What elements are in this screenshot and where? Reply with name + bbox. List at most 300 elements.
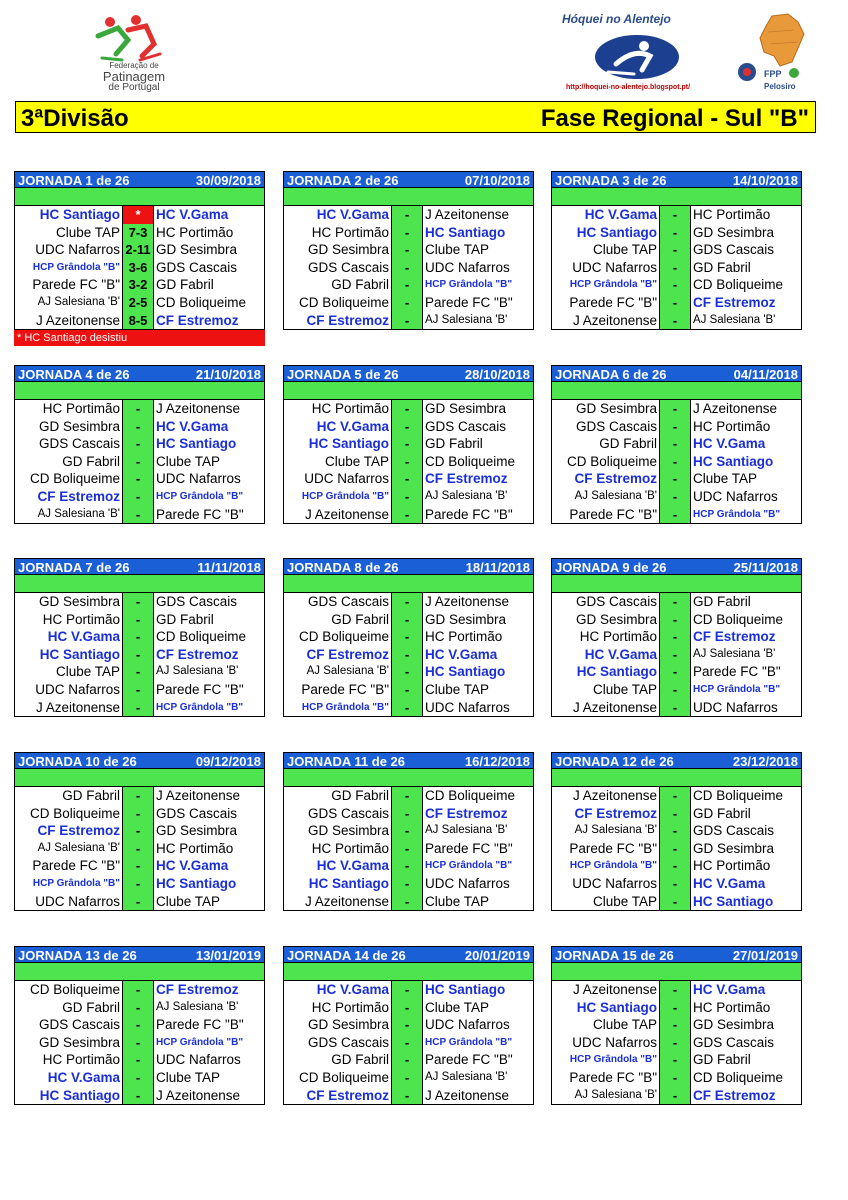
- match-row: [15, 435, 264, 453]
- match-score: -: [392, 646, 423, 664]
- away-team: CF Estremoz: [156, 982, 239, 997]
- home-team: AJ Salesiana 'B': [552, 822, 660, 840]
- home-team: CF Estremoz: [284, 1087, 392, 1105]
- away-team: GD Fabril: [693, 1052, 751, 1068]
- match-list: [551, 205, 802, 330]
- match-row: [552, 857, 801, 875]
- home-team: UDC Nafarros: [284, 470, 392, 488]
- home-team: UDC Nafarros: [15, 241, 123, 259]
- jornada-header: [14, 946, 265, 963]
- match-score: -: [392, 400, 423, 418]
- home-team: GD Sesimbra: [284, 822, 392, 840]
- home-team: HC Santiago: [552, 999, 660, 1017]
- away-team: UDC Nafarros: [425, 875, 510, 891]
- jornada-block: [283, 558, 534, 717]
- match-row: [552, 400, 801, 418]
- match-list: [551, 980, 802, 1105]
- away-team: UDC Nafarros: [693, 699, 778, 715]
- match-score: -: [392, 453, 423, 471]
- match-score: -: [660, 628, 691, 646]
- away-team: GD Sesimbra: [693, 224, 775, 240]
- match-row: [284, 206, 533, 224]
- jornada-block: [14, 365, 265, 524]
- match-row: [15, 312, 264, 330]
- match-score: -: [660, 294, 691, 312]
- away-team: Clube TAP: [156, 453, 221, 469]
- match-row: [552, 294, 801, 312]
- away-team: CF Estremoz: [693, 294, 776, 310]
- jornada-date: 07/10/2018: [464, 173, 530, 188]
- match-score: -: [392, 893, 423, 911]
- home-team: GDS Cascais: [284, 259, 392, 277]
- home-team: CF Estremoz: [552, 805, 660, 823]
- home-team: HCP Grândola "B": [552, 1051, 660, 1069]
- away-team: CD Boliqueime: [693, 611, 784, 627]
- away-team: HC Santiago: [156, 436, 237, 452]
- match-score: 3-6: [123, 259, 154, 277]
- home-team: AJ Salesiana 'B': [552, 1087, 660, 1105]
- away-team: CF Estremoz: [156, 312, 239, 328]
- match-score: -: [123, 1069, 154, 1087]
- away-team: GD Sesimbra: [425, 401, 507, 416]
- home-team: GDS Cascais: [552, 593, 660, 611]
- away-team: HCP Grândola "B": [425, 1036, 513, 1048]
- match-row: [15, 822, 264, 840]
- match-list: [551, 786, 802, 911]
- jornada-name: JORNADA 8 de 26: [287, 560, 399, 575]
- match-row: [284, 312, 533, 330]
- match-row: [284, 893, 533, 911]
- home-team: HC Santiago: [15, 206, 123, 224]
- jornada-header: [551, 365, 802, 382]
- away-team: AJ Salesiana 'B': [693, 647, 776, 660]
- away-team: HC V.Gama: [156, 418, 229, 434]
- jornada-spacer-bar: [14, 188, 265, 205]
- away-team: Parede FC "B": [425, 294, 513, 310]
- home-team: Parede FC "B": [15, 857, 123, 875]
- match-score: -: [660, 276, 691, 294]
- match-row: [284, 999, 533, 1017]
- away-team: HC V.Gama: [693, 982, 766, 997]
- home-team: UDC Nafarros: [15, 893, 123, 911]
- away-team: GDS Cascais: [425, 418, 507, 434]
- jornada-block: [551, 752, 802, 911]
- jornada-header: [551, 558, 802, 575]
- hna-url: http://hoquei-no-alentejo.blogspot.pt/: [566, 84, 691, 91]
- home-team: HC Santiago: [284, 435, 392, 453]
- home-team: HC V.Gama: [15, 628, 123, 646]
- match-score: -: [123, 787, 154, 805]
- away-team: GD Sesimbra: [425, 611, 507, 627]
- jornada-spacer-bar: [551, 769, 802, 786]
- match-score: -: [392, 875, 423, 893]
- away-team: HCP Grândola "B": [156, 701, 244, 713]
- jornada-header: [551, 171, 802, 188]
- away-team: CF Estremoz: [425, 805, 508, 821]
- away-team: AJ Salesiana 'B': [156, 665, 239, 678]
- home-team: GD Sesimbra: [15, 1034, 123, 1052]
- match-score: -: [660, 681, 691, 699]
- match-list: [14, 205, 265, 330]
- match-row: [15, 805, 264, 823]
- away-team: Parede FC "B": [156, 506, 244, 522]
- match-row: [284, 699, 533, 717]
- match-row: [15, 506, 264, 524]
- match-row: [15, 1034, 264, 1052]
- home-team: Parede FC "B": [552, 840, 660, 858]
- away-team: CD Boliqueime: [693, 788, 784, 803]
- jornada-header: [551, 752, 802, 769]
- away-team: AJ Salesiana 'B': [425, 313, 508, 326]
- match-score: -: [392, 470, 423, 488]
- away-team: GD Fabril: [425, 436, 483, 452]
- match-row: [15, 241, 264, 259]
- match-list: [551, 399, 802, 524]
- match-row: [552, 805, 801, 823]
- home-team: GD Fabril: [15, 999, 123, 1017]
- match-list: [551, 592, 802, 717]
- match-row: [284, 276, 533, 294]
- association-badge-icon: [736, 62, 758, 82]
- home-team: GDS Cascais: [284, 1034, 392, 1052]
- match-list: [14, 592, 265, 717]
- match-score: -: [392, 276, 423, 294]
- jornada-date: 09/12/2018: [195, 754, 261, 769]
- away-team: UDC Nafarros: [425, 1017, 510, 1033]
- home-team: J Azeitonense: [552, 787, 660, 805]
- home-team: GD Sesimbra: [284, 241, 392, 259]
- home-team: GD Fabril: [15, 453, 123, 471]
- away-team: Parede FC "B": [693, 664, 781, 680]
- match-score: -: [392, 259, 423, 277]
- match-score: -: [123, 699, 154, 717]
- match-row: [284, 1016, 533, 1034]
- match-row: [552, 663, 801, 681]
- match-score: -: [660, 1087, 691, 1105]
- home-team: GD Fabril: [284, 787, 392, 805]
- away-team: GDS Cascais: [156, 805, 238, 821]
- away-team: CD Boliqueime: [693, 277, 784, 293]
- match-list: [14, 786, 265, 911]
- away-team: Clube TAP: [156, 1069, 221, 1085]
- jornada-block: [14, 171, 265, 330]
- home-team: J Azeitonense: [284, 506, 392, 524]
- jornada-spacer-bar: [14, 963, 265, 980]
- match-row: [552, 1016, 801, 1034]
- match-score: -: [660, 488, 691, 506]
- away-team: GDS Cascais: [156, 259, 238, 275]
- match-score: -: [392, 699, 423, 717]
- home-team: CD Boliqueime: [284, 1069, 392, 1087]
- home-team: AJ Salesiana 'B': [15, 840, 123, 858]
- away-team: GD Fabril: [156, 611, 214, 627]
- home-team: AJ Salesiana 'B': [552, 488, 660, 506]
- match-row: [284, 663, 533, 681]
- away-team: GD Fabril: [693, 805, 751, 821]
- match-row: [15, 1087, 264, 1105]
- home-team: Parede FC "B": [552, 506, 660, 524]
- match-row: [15, 857, 264, 875]
- match-row: [15, 294, 264, 312]
- match-list: [283, 205, 534, 330]
- match-row: [284, 488, 533, 506]
- home-team: CD Boliqueime: [552, 453, 660, 471]
- home-team: J Azeitonense: [284, 893, 392, 911]
- jornada-date: 21/10/2018: [195, 367, 261, 382]
- match-row: [552, 206, 801, 224]
- away-team: GD Fabril: [693, 594, 751, 609]
- match-score: -: [660, 453, 691, 471]
- match-row: [284, 435, 533, 453]
- match-row: [284, 787, 533, 805]
- home-team: GD Fabril: [284, 611, 392, 629]
- home-team: HC Portimão: [284, 224, 392, 242]
- match-row: [284, 805, 533, 823]
- away-team: Parede FC "B": [156, 1017, 244, 1033]
- home-team: GDS Cascais: [15, 435, 123, 453]
- jornada-name: JORNADA 1 de 26: [18, 173, 130, 188]
- jornada-spacer-bar: [283, 769, 534, 786]
- jornada-spacer-bar: [551, 575, 802, 592]
- match-row: [552, 435, 801, 453]
- match-row: [15, 787, 264, 805]
- match-score: -: [123, 981, 154, 999]
- home-team: CF Estremoz: [284, 646, 392, 664]
- match-score: -: [660, 805, 691, 823]
- home-team: CD Boliqueime: [284, 628, 392, 646]
- match-list: [283, 399, 534, 524]
- jornada-spacer-bar: [14, 382, 265, 399]
- jornada-spacer-bar: [283, 382, 534, 399]
- home-team: UDC Nafarros: [552, 1034, 660, 1052]
- match-row: [552, 224, 801, 242]
- match-row: [552, 787, 801, 805]
- match-score: -: [123, 681, 154, 699]
- match-row: [15, 224, 264, 242]
- match-row: [552, 453, 801, 471]
- away-team: J Azeitonense: [425, 594, 510, 609]
- away-team: CD Boliqueime: [425, 788, 516, 803]
- match-row: [15, 646, 264, 664]
- match-score: -: [392, 981, 423, 999]
- match-row: [15, 681, 264, 699]
- match-row: [15, 840, 264, 858]
- home-team: GDS Cascais: [284, 805, 392, 823]
- away-team: GD Sesimbra: [156, 823, 238, 839]
- home-team: Clube TAP: [15, 224, 123, 242]
- home-team: HCP Grândola "B": [552, 276, 660, 294]
- home-team: HC V.Gama: [284, 206, 392, 224]
- away-team: J Azeitonense: [156, 401, 241, 416]
- home-team: UDC Nafarros: [15, 681, 123, 699]
- match-row: [552, 840, 801, 858]
- match-score: -: [123, 1034, 154, 1052]
- jornada-date: 30/09/2018: [195, 173, 261, 188]
- match-row: [552, 1051, 801, 1069]
- jornada-date: 13/01/2019: [195, 948, 261, 963]
- away-team: HC Portimão: [693, 418, 771, 434]
- match-row: [552, 241, 801, 259]
- home-team: UDC Nafarros: [552, 875, 660, 893]
- away-team: HCP Grândola "B": [425, 860, 513, 872]
- phase-title: Fase Regional - Sul "B": [540, 105, 809, 132]
- match-score: -: [660, 241, 691, 259]
- match-row: [15, 981, 264, 999]
- jornada-spacer-bar: [283, 188, 534, 205]
- away-team: HC V.Gama: [693, 875, 766, 891]
- match-score: -: [123, 646, 154, 664]
- home-team: HCP Grândola "B": [15, 875, 123, 893]
- home-team: GD Sesimbra: [15, 418, 123, 436]
- fpp-text-line1: Federação de: [109, 61, 159, 70]
- match-score: 3-2: [123, 276, 154, 294]
- home-team: J Azeitonense: [15, 312, 123, 330]
- jornada-header: [14, 558, 265, 575]
- away-team: CD Boliqueime: [693, 1069, 784, 1085]
- home-team: GD Sesimbra: [552, 400, 660, 418]
- match-score: -: [123, 418, 154, 436]
- match-row: [284, 1051, 533, 1069]
- match-score: -: [660, 435, 691, 453]
- jornada-date: 14/10/2018: [732, 173, 798, 188]
- home-team: CF Estremoz: [284, 312, 392, 330]
- jornada-block: [551, 558, 802, 717]
- home-team: J Azeitonense: [15, 699, 123, 717]
- match-score: -: [660, 593, 691, 611]
- match-score: -: [660, 787, 691, 805]
- away-team: GD Fabril: [156, 277, 214, 293]
- match-score: -: [123, 999, 154, 1017]
- jornada-name: JORNADA 7 de 26: [18, 560, 130, 575]
- match-score: -: [660, 893, 691, 911]
- away-team: UDC Nafarros: [425, 259, 510, 275]
- match-score: -: [392, 822, 423, 840]
- match-row: [284, 875, 533, 893]
- fpp-text-line3: de Portugal: [108, 82, 160, 93]
- match-row: [552, 259, 801, 277]
- match-score: -: [392, 787, 423, 805]
- away-team: Parede FC "B": [156, 681, 244, 697]
- jornada-block: [14, 946, 265, 1105]
- home-team: CD Boliqueime: [15, 805, 123, 823]
- away-team: CD Boliqueime: [425, 453, 516, 469]
- division-title: 3ªDivisão: [21, 105, 129, 132]
- match-score: -: [660, 822, 691, 840]
- jornada-header: [283, 171, 534, 188]
- jornada-header: [283, 946, 534, 963]
- match-row: [284, 840, 533, 858]
- match-row: [284, 506, 533, 524]
- away-team: CF Estremoz: [156, 646, 239, 662]
- match-row: [15, 699, 264, 717]
- fpp-logo: [74, 14, 184, 96]
- home-team: HCP Grândola "B": [15, 259, 123, 277]
- match-row: [15, 1069, 264, 1087]
- away-team: GD Sesimbra: [693, 1017, 775, 1033]
- match-row: [15, 488, 264, 506]
- match-score: *: [123, 206, 154, 224]
- match-score: -: [660, 663, 691, 681]
- jornada-header: [283, 752, 534, 769]
- hna-title: Hóquei no Alentejo: [562, 12, 671, 26]
- away-team: HC Portimão: [693, 207, 771, 222]
- jornada-name: JORNADA 2 de 26: [287, 173, 399, 188]
- match-row: [552, 699, 801, 717]
- match-row: [284, 681, 533, 699]
- home-team: Parede FC "B": [284, 681, 392, 699]
- jornada-date: 20/01/2019: [464, 948, 530, 963]
- away-team: CF Estremoz: [425, 471, 508, 487]
- jornada-name: JORNADA 12 de 26: [555, 754, 674, 769]
- home-team: HC Santiago: [15, 1087, 123, 1105]
- jornada-header: [283, 365, 534, 382]
- match-score: -: [123, 400, 154, 418]
- home-team: CF Estremoz: [15, 488, 123, 506]
- away-team: Parede FC "B": [425, 840, 513, 856]
- match-row: [284, 453, 533, 471]
- home-team: HC Portimão: [15, 400, 123, 418]
- home-team: HC V.Gama: [284, 418, 392, 436]
- away-team: HCP Grândola "B": [425, 279, 513, 291]
- home-team: J Azeitonense: [552, 981, 660, 999]
- match-score: -: [392, 999, 423, 1017]
- match-score: -: [392, 593, 423, 611]
- match-row: [552, 593, 801, 611]
- jornada-name: JORNADA 6 de 26: [555, 367, 667, 382]
- match-row: [15, 1016, 264, 1034]
- home-team: J Azeitonense: [552, 312, 660, 330]
- jornada-block: [283, 365, 534, 524]
- match-score: -: [660, 224, 691, 242]
- match-score: -: [392, 628, 423, 646]
- away-team: AJ Salesiana 'B': [425, 489, 508, 502]
- match-score: -: [392, 1087, 423, 1105]
- home-team: HCP Grândola "B": [552, 857, 660, 875]
- match-row: [284, 628, 533, 646]
- away-team: J Azeitonense: [156, 1087, 241, 1103]
- match-score: -: [660, 206, 691, 224]
- match-score: -: [123, 893, 154, 911]
- match-list: [283, 592, 534, 717]
- match-score: -: [123, 1051, 154, 1069]
- away-team: HC Santiago: [425, 664, 506, 680]
- home-team: GD Fabril: [15, 787, 123, 805]
- home-team: GDS Cascais: [552, 418, 660, 436]
- home-team: Clube TAP: [284, 453, 392, 471]
- away-team: Parede FC "B": [425, 1052, 513, 1068]
- jornada-block: [551, 365, 802, 524]
- match-row: [284, 646, 533, 664]
- match-score: -: [660, 400, 691, 418]
- skater-figures-icon: [88, 14, 168, 64]
- jornada-name: JORNADA 11 de 26: [287, 754, 406, 769]
- match-row: [284, 611, 533, 629]
- away-team: HC Portimão: [693, 858, 771, 874]
- home-team: HC Portimão: [284, 400, 392, 418]
- match-score: -: [123, 611, 154, 629]
- jornada-header: [14, 365, 265, 382]
- pelosiro-sponsor: Pelosiro: [764, 82, 796, 91]
- sponsor-logo-icon: [764, 66, 804, 80]
- hockey-player-icon: [594, 34, 680, 80]
- match-row: [15, 206, 264, 224]
- match-score: -: [660, 1069, 691, 1087]
- jornada-spacer-bar: [283, 963, 534, 980]
- match-row: [552, 628, 801, 646]
- jornada-block: [283, 752, 534, 911]
- match-score: -: [392, 418, 423, 436]
- match-score: -: [392, 1069, 423, 1087]
